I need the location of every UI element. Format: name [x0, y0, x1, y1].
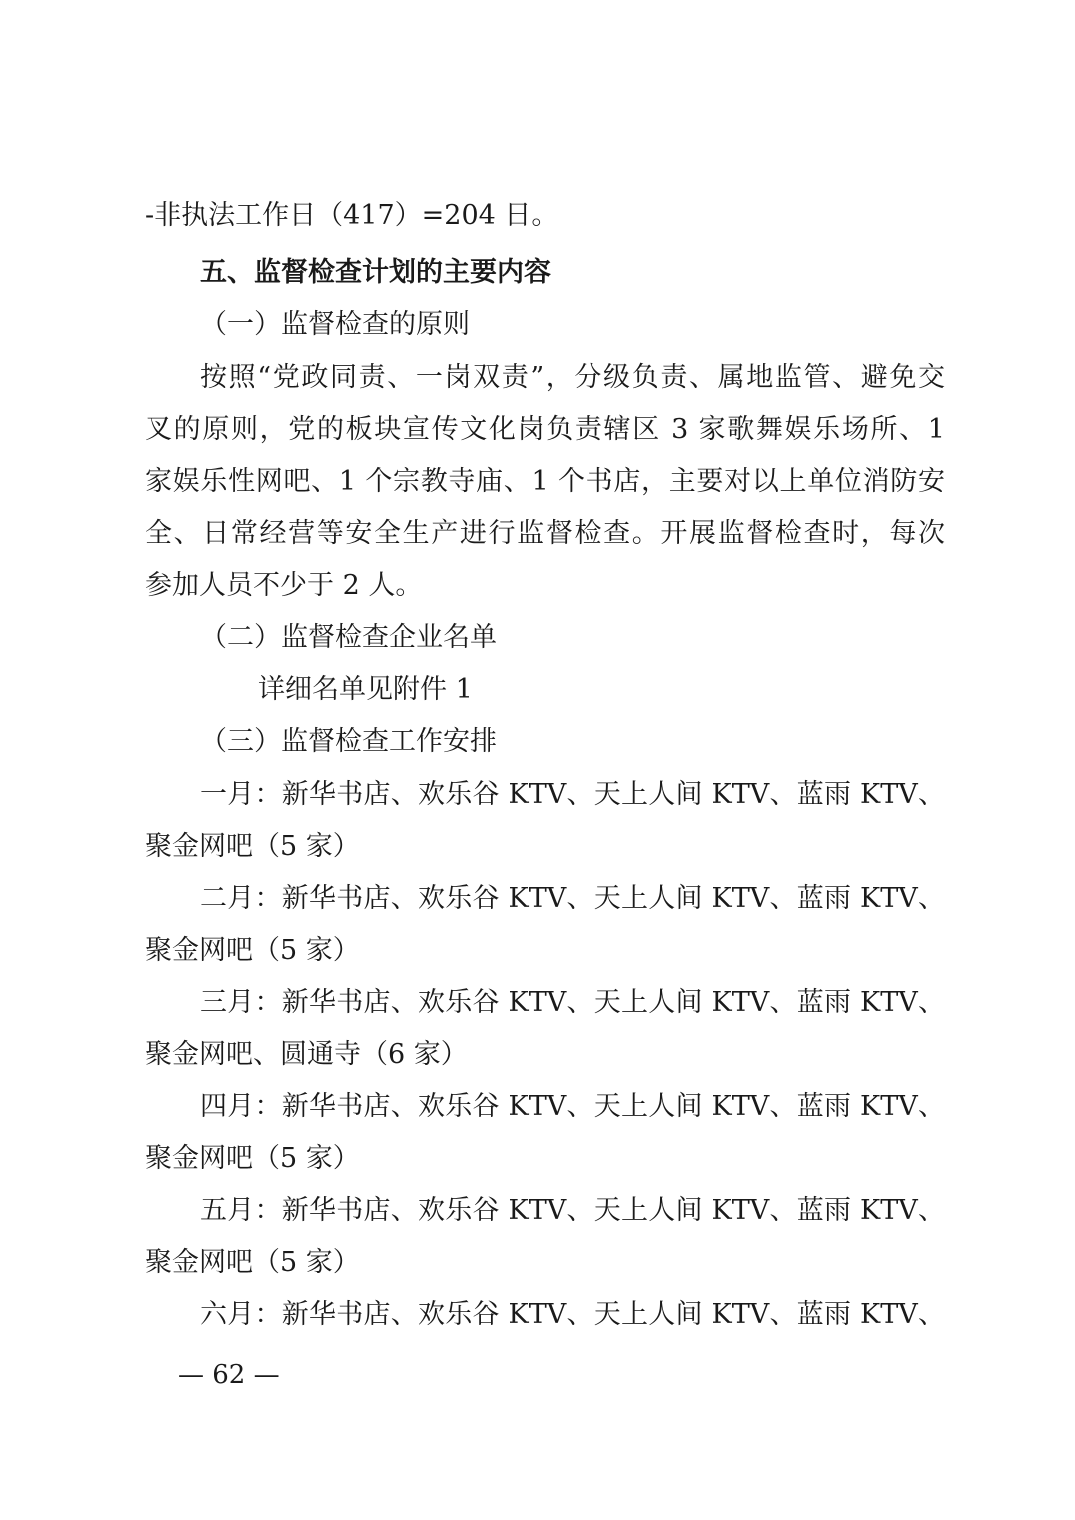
schedule-line: 五月：新华书店、欢乐谷 KTV、天上人间 KTV、蓝雨 KTV、 — [200, 1195, 945, 1226]
schedule-line: 一月：新华书店、欢乐谷 KTV、天上人间 KTV、蓝雨 KTV、 — [200, 779, 945, 810]
page-number: — 62 — — [178, 1360, 280, 1390]
subsection-heading: （一）监督检查的原则 — [200, 309, 470, 340]
paragraph-line: 按照“党政同责、一岗双责”，分级负责、属地监管、避免交 — [200, 362, 945, 393]
schedule-line: 聚金网吧（5 家） — [145, 1143, 360, 1174]
paragraph-line: 全、日常经营等安全生产进行监督检查。开展监督检查时，每次 — [145, 518, 945, 549]
paragraph-line: 叉的原则，党的板块宣传文化岗负责辖区 3 家歌舞娱乐场所、1 — [145, 414, 945, 445]
paragraph-line: 参加人员不少于 2 人。 — [145, 570, 423, 601]
schedule-line: 聚金网吧（5 家） — [145, 1247, 360, 1278]
schedule-line: 聚金网吧（5 家） — [145, 935, 360, 966]
schedule-line: 四月：新华书店、欢乐谷 KTV、天上人间 KTV、蓝雨 KTV、 — [200, 1091, 945, 1122]
subsection-heading: （二）监督检查企业名单 — [200, 622, 497, 653]
schedule-line: 六月：新华书店、欢乐谷 KTV、天上人间 KTV、蓝雨 KTV、 — [200, 1299, 945, 1330]
schedule-line: 二月：新华书店、欢乐谷 KTV、天上人间 KTV、蓝雨 KTV、 — [200, 883, 945, 914]
schedule-line: 三月：新华书店、欢乐谷 KTV、天上人间 KTV、蓝雨 KTV、 — [200, 987, 945, 1018]
subsection-heading: （三）监督检查工作安排 — [200, 726, 497, 757]
section-heading: 五、监督检查计划的主要内容 — [200, 257, 551, 288]
text-line: -非执法工作日（417）=204 日。 — [145, 200, 559, 231]
schedule-line: 聚金网吧、圆通寺（6 家） — [145, 1039, 468, 1070]
paragraph-line: 详细名单见附件 1 — [258, 674, 473, 705]
paragraph-line: 家娱乐性网吧、1 个宗教寺庙、1 个书店，主要对以上单位消防安 — [145, 466, 945, 497]
schedule-line: 聚金网吧（5 家） — [145, 831, 360, 862]
